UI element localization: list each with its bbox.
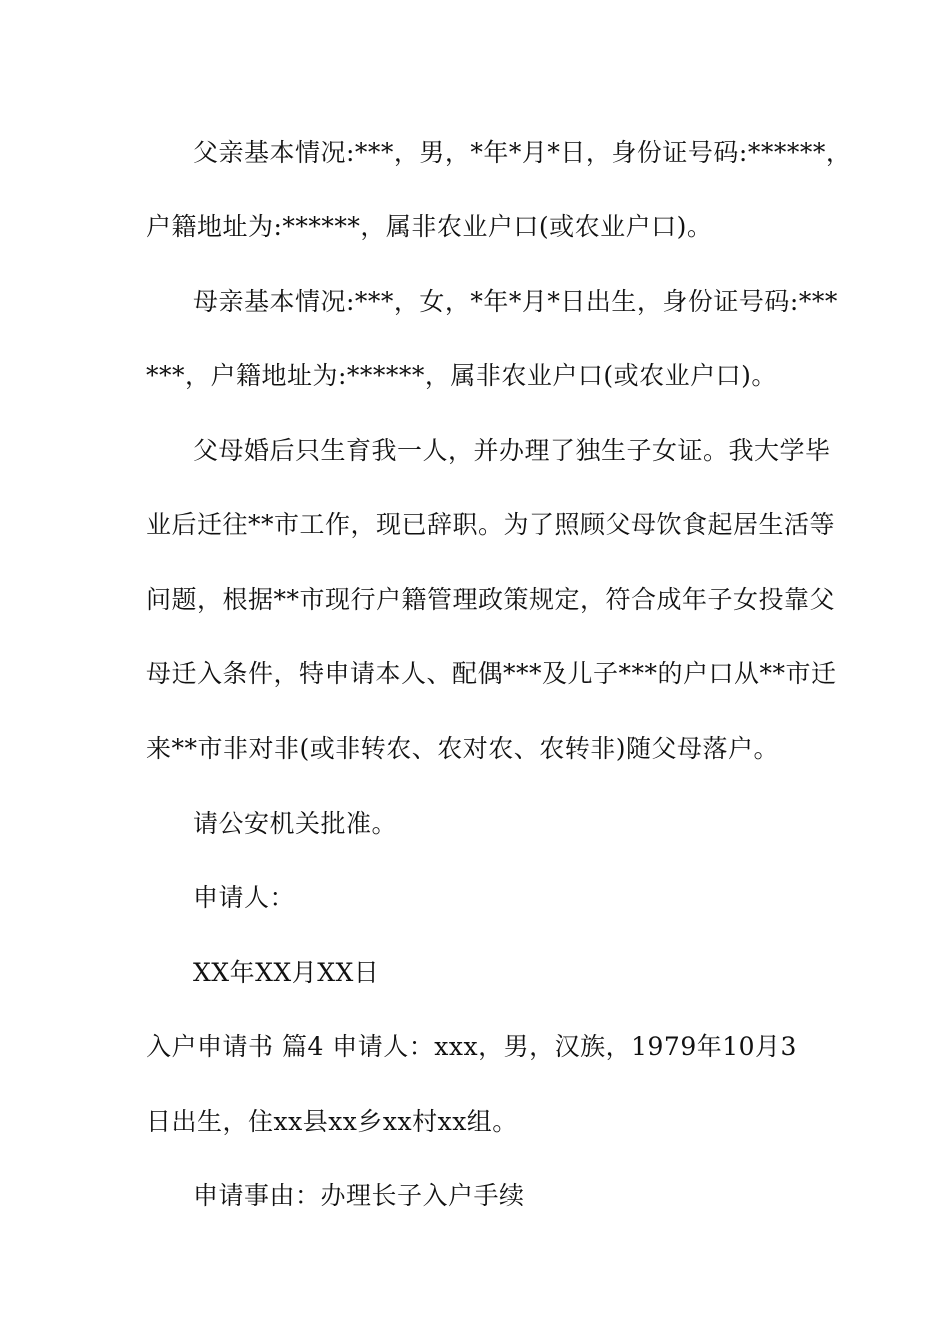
paragraph-line: 日出生，住xx县xx乡xx村xx组。 [146, 1107, 518, 1136]
request-reason-line: 申请事由：办理长子入户手续 [193, 1181, 525, 1210]
approval-request-line: 请公安机关批准。 [193, 809, 398, 838]
paragraph-line: 业后迁往**市工作，现已辞职。为了照顾父母饮食起居生活等 [146, 510, 836, 539]
applicant-label: 申请人： [193, 883, 296, 912]
section-heading-line: 入户申请书 篇4 申请人：xxx，男，汉族，1979年10月3 [146, 1032, 797, 1061]
paragraph-line: ***，户籍地址为:******，属非农业户口(或农业户口)。 [146, 361, 777, 390]
paragraph-line: 父母婚后只生育我一人，并办理了独生子女证。我大学毕 [193, 436, 831, 465]
paragraph-line: 母迁入条件，特申请本人、配偶***及儿子***的户口从**市迁 [146, 659, 837, 688]
paragraph-line: 母亲基本情况:***，女，*年*月*日出生，身份证号码:*** [193, 287, 838, 316]
paragraph-line: 来**市非对非(或非转农、农对农、农转非)随父母落户。 [146, 734, 780, 763]
date-line: XX年XX月XX日 [193, 958, 380, 987]
paragraph-line: 父亲基本情况:***，男，*年*月*日，身份证号码:******， [193, 138, 852, 167]
paragraph-line: 户籍地址为:******，属非农业户口(或农业户口)。 [146, 212, 713, 241]
paragraph-line: 问题，根据**市现行户籍管理政策规定，符合成年子女投靠父 [146, 585, 836, 614]
